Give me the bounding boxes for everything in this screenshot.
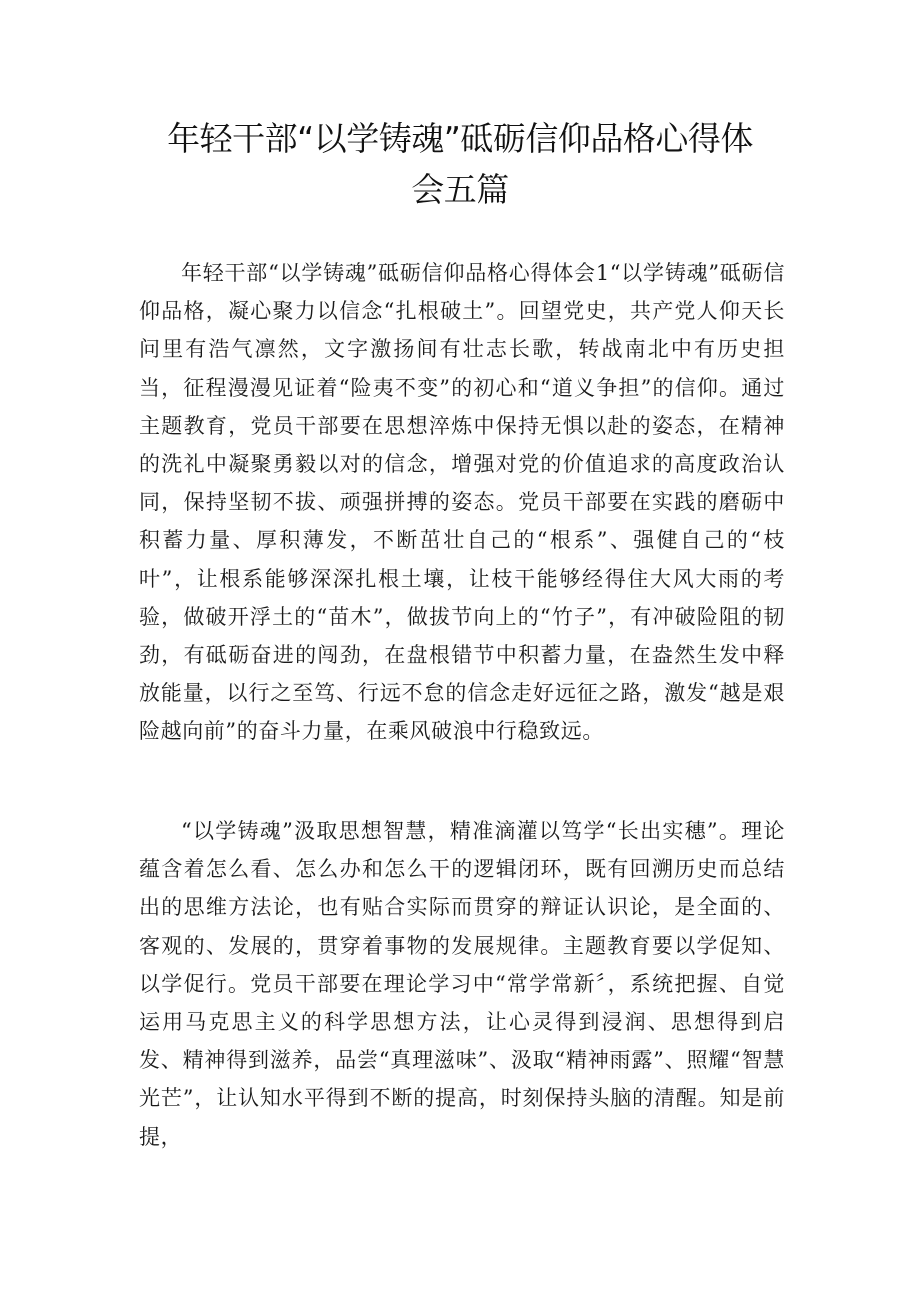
body-paragraph-2: “以学铸魂”汲取思想智慧，精准滴灌以笃学“长出实穗”。理论蕴含着怎么看、怎么办和怎么干的逻辑闭环，既有回溯历史而总结出的思维方法论，也有贴合实际而贯穿的辩证认识论，是全面的、客观的、发展的，贯穿着事物的发展规律。主题教育要以学促知、以学促行。党员干部要在理论学习中“常学常新〞，系统把握、自觉运用马克思主义的科学思想方法，让心灵得到浸润、思想得到启发、精神得到滋养，品尝“真理滋味”、汲取“精神雨露”、照耀“智慧光芒”，让认知水平得到不断的提高，时刻保持头脑的清醒。知是前提， (139, 819, 785, 1149)
document-title-line-1: 年轻干部“以学铸魂”砥砺信仰品格心得体 (167, 119, 753, 158)
document-title-line-2: 会五篇 (411, 170, 509, 209)
body-paragraph-1: 年轻干部“以学铸魂”砥砺信仰品格心得体会1“以学铸魂”砥砺信仰品格，凝心聚力以信念“扎根破土”。回望党史，共产党人仰天长问里有浩气凛然，文字激扬间有壮志长歌，转战南北中有历史担当，征程漫漫见证着“险夷不变”的初心和“道义争担”的信仰。通过主题教育，党员干部要在思想淬炼中保持无惧以赴的姿态，在精神的洗礼中凝聚勇毅以对的信念，增强对党的价值追求的高度政治认同，保持坚韧不拔、顽强拼搏的姿态。党员干部要在实践的磨砺中积蓄力量、厚积薄发，不断茁壮自己的“根系”、强健自己的“枝叶”，让根系能够深深扎根土壤，让枝干能够经得住大风大雨的考验，做破开浮土的“苗木”，做拔节向上的“竹子”，有冲破险阻的韧劲，有砥砺奋进的闯劲，在盘根错节中积蓄力量，在盎然生发中释放能量，以行之至笃、行远不怠的信念走好远征之路，激发“越是艰险越向前”的奋斗力量，在乘风破浪中行稳致远。 (139, 261, 785, 744)
